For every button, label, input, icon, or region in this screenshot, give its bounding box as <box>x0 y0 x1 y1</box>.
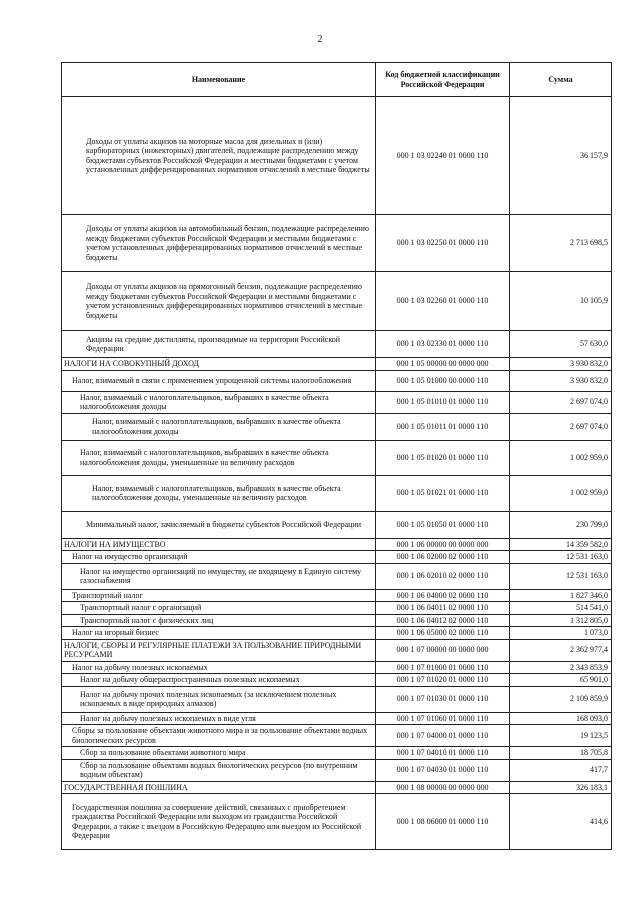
table-row <box>62 686 612 712</box>
cell-sum: 1 002 959,0 <box>510 475 612 511</box>
cell-name: Акцизы на средние дистилляты, производимые на территории Российской Федерации <box>62 331 376 358</box>
cell-name: Налог, взимаемый с налогоплательщиков, выбравших в качестве объекта налогообложения доходы <box>62 391 376 413</box>
cell-name: Сбор за пользование объектами животного мира <box>62 747 376 760</box>
table-row <box>62 589 612 602</box>
cell-sum: 10 105,9 <box>510 272 612 331</box>
header-name: Наименование <box>62 63 376 97</box>
cell-sum: 3 930 832,0 <box>510 358 612 371</box>
cell-code: 000 1 03 02260 01 0000 110 <box>376 272 510 331</box>
table-row <box>62 215 612 272</box>
table-row <box>62 272 612 331</box>
cell-sum: 65 901,0 <box>510 674 612 687</box>
cell-sum: 2 697 074,0 <box>510 413 612 440</box>
cell-code: 000 1 07 01030 01 0000 110 <box>376 686 510 712</box>
header-sum: Сумма <box>510 63 612 97</box>
cell-name: Налог, взимаемый с налогоплательщиков, выбравших в качестве объекта налогообложения доходы, уменьшенные на величину расходов <box>62 475 376 511</box>
table-row <box>62 661 612 674</box>
cell-name: Доходы от уплаты акцизов на моторные масла для дизельных и (или) карбюраторных (инжекторных) двигателей, подлежащие распределению между бюджетами субъектов Российской Федерации и местными бюджетами с учетом установленных дифференцированных нормативов отчислений в местные бюджеты <box>62 97 376 215</box>
cell-name: Сборы за пользование объектами животного мира и за пользование объектами водных биологических ресурсов <box>62 725 376 747</box>
cell-code: 000 1 03 02330 01 0000 110 <box>376 331 510 358</box>
table-row <box>62 602 612 615</box>
cell-name: Налог на имущество организаций по имуществу, не входящему в Единую систему газоснабжения <box>62 563 376 589</box>
cell-sum: 57 630,0 <box>510 331 612 358</box>
cell-name: Налог, взимаемый с налогоплательщиков, выбравших в качестве объекта налогообложения доходы <box>62 413 376 440</box>
table-row <box>62 551 612 564</box>
cell-code: 000 1 07 04010 01 0000 110 <box>376 747 510 760</box>
cell-code: 000 1 05 01011 01 0000 110 <box>376 413 510 440</box>
table-row <box>62 391 612 413</box>
table-header-row <box>62 63 612 97</box>
cell-code: 000 1 06 04012 02 0000 110 <box>376 614 510 627</box>
cell-name: Доходы от уплаты акцизов на прямогонный бензин, подлежащие распределению между бюджетами субъектов Российской Федерации и местными бюджетами с учетом установленных дифференцированных нормативов отчислений в местные бюджеты <box>62 272 376 331</box>
cell-code: 000 1 08 00000 00 0000 000 <box>376 781 510 794</box>
page-number: 2 <box>317 34 323 45</box>
cell-code: 000 1 06 04011 02 0000 110 <box>376 602 510 615</box>
cell-name: Доходы от уплаты акцизов на автомобильный бензин, подлежащие распределению между бюджетами субъектов Российской Федерации и местными бюджетами с учетом установленных дифференцированных нормативов отчислений в местные бюджеты <box>62 215 376 272</box>
table-row <box>62 511 612 538</box>
cell-code: 000 1 06 04000 02 0000 110 <box>376 589 510 602</box>
table-row <box>62 639 612 661</box>
cell-code: 000 1 07 00000 00 0000 000 <box>376 639 510 661</box>
cell-sum: 2 697 074,0 <box>510 391 612 413</box>
cell-code: 000 1 06 05000 02 0000 110 <box>376 627 510 640</box>
table-row <box>62 627 612 640</box>
cell-sum: 1 002 959,0 <box>510 440 612 475</box>
budget-revenue-table <box>61 62 612 850</box>
cell-name: НАЛОГИ НА СОВОКУПНЫЙ ДОХОД <box>62 358 376 371</box>
cell-sum: 18 705,8 <box>510 747 612 760</box>
cell-code: 000 1 05 01020 01 0000 110 <box>376 440 510 475</box>
cell-code: 000 1 08 06000 01 0000 110 <box>376 794 510 850</box>
table-row <box>62 725 612 747</box>
cell-code: 000 1 07 01020 01 0000 110 <box>376 674 510 687</box>
table-row <box>62 712 612 725</box>
cell-sum: 14 359 582,0 <box>510 538 612 551</box>
cell-code: 000 1 06 02000 02 0000 110 <box>376 551 510 564</box>
cell-code: 000 1 05 01050 01 0000 110 <box>376 511 510 538</box>
table-row <box>62 563 612 589</box>
cell-name: Транспортный налог с организаций <box>62 602 376 615</box>
table-row <box>62 794 612 850</box>
cell-name: Транспортный налог <box>62 589 376 602</box>
cell-sum: 1 312 805,0 <box>510 614 612 627</box>
cell-sum: 12 531 163,0 <box>510 563 612 589</box>
table-row <box>62 440 612 475</box>
table-row <box>62 331 612 358</box>
cell-sum: 414,6 <box>510 794 612 850</box>
cell-code: 000 1 05 00000 00 0000 000 <box>376 358 510 371</box>
cell-sum: 12 531 163,0 <box>510 551 612 564</box>
cell-name: НАЛОГИ НА ИМУЩЕСТВО <box>62 538 376 551</box>
cell-sum: 2 713 698,5 <box>510 215 612 272</box>
cell-name: Государственная пошлина за совершение действий, связанных с приобретением гражданства Российской Федерации или выходом из гражданства Российской Федерации, а также с въездом в Российскую Федерацию или выездом из Российской Федерации <box>62 794 376 850</box>
table-row <box>62 370 612 391</box>
cell-code: 000 1 07 01000 01 0000 110 <box>376 661 510 674</box>
table-row <box>62 614 612 627</box>
cell-code: 000 1 05 01010 01 0000 110 <box>376 391 510 413</box>
cell-sum: 514 541,0 <box>510 602 612 615</box>
cell-code: 000 1 07 01060 01 0000 110 <box>376 712 510 725</box>
cell-sum: 168 093,0 <box>510 712 612 725</box>
cell-name: Налог, взимаемый с налогоплательщиков, выбравших в качестве объекта налогообложения доходы, уменьшенные на величину расходов <box>62 440 376 475</box>
cell-name: Налог на добычу прочих полезных ископаемых (за исключением полезных ископаемых в виде природных алмазов) <box>62 686 376 712</box>
cell-code: 000 1 03 02240 01 0000 110 <box>376 97 510 215</box>
cell-sum: 2 109 859,9 <box>510 686 612 712</box>
table-row <box>62 781 612 794</box>
cell-sum: 326 183,1 <box>510 781 612 794</box>
cell-sum: 36 157,9 <box>510 97 612 215</box>
table-row <box>62 358 612 371</box>
cell-code: 000 1 05 01000 00 0000 110 <box>376 370 510 391</box>
cell-sum: 1 827 346,0 <box>510 589 612 602</box>
cell-sum: 417,7 <box>510 759 612 781</box>
cell-code: 000 1 05 01021 01 0000 110 <box>376 475 510 511</box>
cell-sum: 3 930 832,0 <box>510 370 612 391</box>
cell-code: 000 1 06 02010 02 0000 110 <box>376 563 510 589</box>
cell-name: Транспортный налог с физических лиц <box>62 614 376 627</box>
cell-name: НАЛОГИ, СБОРЫ И РЕГУЛЯРНЫЕ ПЛАТЕЖИ ЗА ПОЛЬЗОВАНИЕ ПРИРОДНЫМИ РЕСУРСАМИ <box>62 639 376 661</box>
cell-sum: 1 073,0 <box>510 627 612 640</box>
cell-code: 000 1 03 02250 01 0000 110 <box>376 215 510 272</box>
table-row <box>62 674 612 687</box>
table-row <box>62 747 612 760</box>
table-body <box>62 97 612 850</box>
table-row <box>62 413 612 440</box>
table-row <box>62 475 612 511</box>
cell-name: Налог на добычу общераспространенных полезных ископаемых <box>62 674 376 687</box>
cell-code: 000 1 06 00000 00 0000 000 <box>376 538 510 551</box>
cell-sum: 2 343 853,9 <box>510 661 612 674</box>
cell-code: 000 1 07 04000 01 0000 110 <box>376 725 510 747</box>
header-code: Код бюджетной классификации Российской Федерации <box>376 63 510 97</box>
cell-name: Минимальный налог, зачисляемый в бюджеты субъектов Российской Федерации <box>62 511 376 538</box>
cell-name: Налог на добычу полезных ископаемых <box>62 661 376 674</box>
cell-name: Налог на игорный бизнес <box>62 627 376 640</box>
cell-sum: 19 123,5 <box>510 725 612 747</box>
cell-name: Налог на добычу полезных ископаемых в виде угля <box>62 712 376 725</box>
table-row <box>62 759 612 781</box>
cell-name: ГОСУДАРСТВЕННАЯ ПОШЛИНА <box>62 781 376 794</box>
table-row <box>62 538 612 551</box>
cell-code: 000 1 07 04030 01 0000 110 <box>376 759 510 781</box>
cell-name: Налог на имущество организаций <box>62 551 376 564</box>
table-row <box>62 97 612 215</box>
cell-name: Сбор за пользование объектами водных биологических ресурсов (по внутренним водным объектам) <box>62 759 376 781</box>
cell-sum: 230 799,0 <box>510 511 612 538</box>
cell-name: Налог, взимаемый в связи с применением упрощенной системы налогообложения <box>62 370 376 391</box>
cell-sum: 2 362 977,4 <box>510 639 612 661</box>
